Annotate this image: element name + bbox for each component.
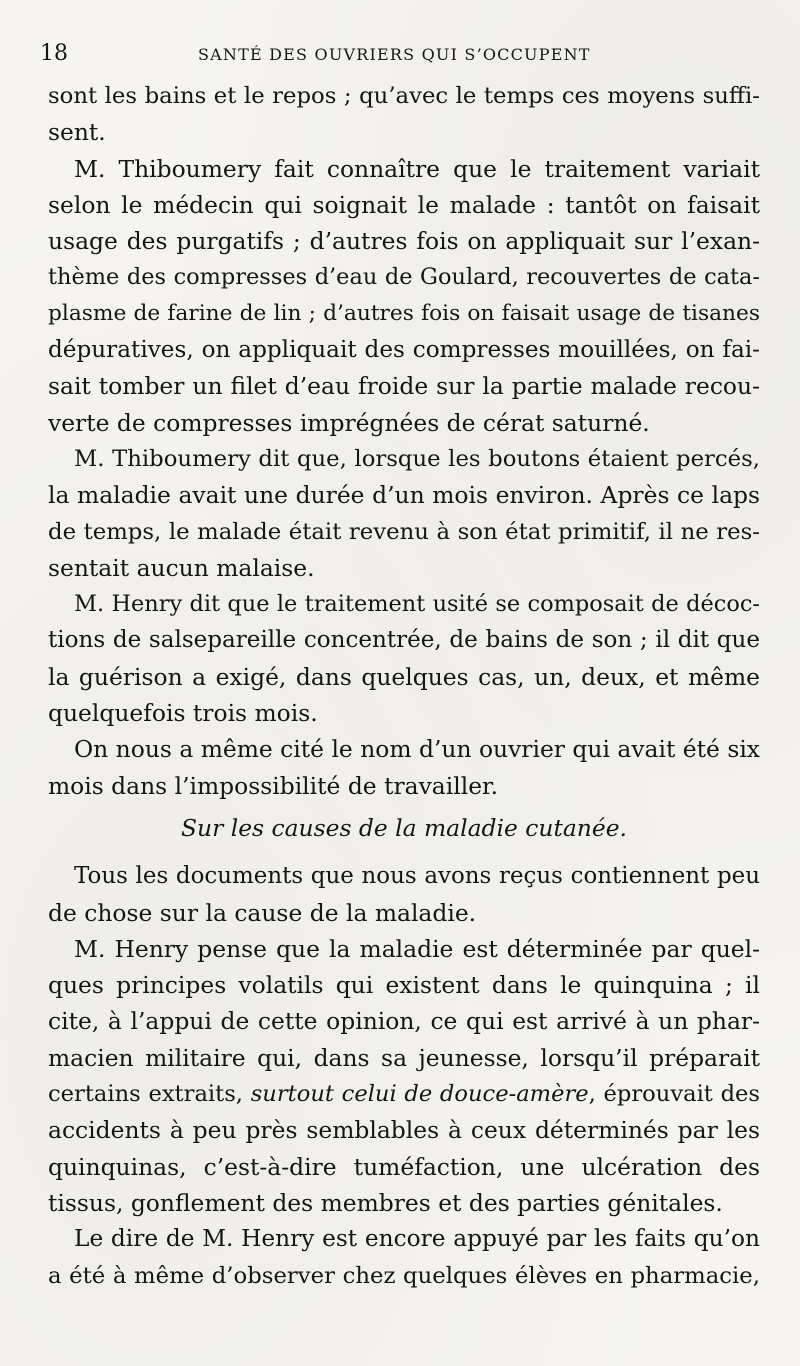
- paragraph-start-line: M. Thiboumery fait connaître que le traitement variait: [74, 154, 760, 183]
- text-line: dépuratives, on appliquait des compresses mouillées, on fai-: [48, 337, 760, 364]
- text-line: la guérison a exigé, dans quelques cas, un, deux, et même: [48, 662, 760, 691]
- paragraph-start-line: Tous les documents que nous avons reçus contiennent peu: [74, 863, 760, 890]
- text-line: de temps, le malade était revenu à son état primitif, il ne res-: [48, 518, 760, 545]
- text-line: ques principes volatils qui existent dans le quinquina ; il: [48, 971, 760, 1000]
- text-line: plasme de farine de lin ; d’autres fois on faisait usage de tisanes: [48, 300, 760, 326]
- paragraph-start-line: M. Henry dit que le traitement usité se composait de décoc-: [74, 591, 760, 618]
- body-text: [48, 78, 760, 1294]
- text-line: de chose sur la cause de la maladie.: [48, 898, 477, 927]
- italic-text-segment: surtout celui de douce-amère: [250, 1081, 589, 1108]
- section-subheading: Sur les causes de la maladie cutanée.: [181, 813, 627, 842]
- text-line: quinquinas, c’est-à-dire tuméfaction, une ulcération des: [48, 1152, 760, 1181]
- text-line: sentait aucun malaise.: [48, 553, 315, 582]
- page-header: [40, 38, 760, 70]
- text-line: tions de salsepareille concentrée, de bains de son ; il dit que: [48, 627, 760, 654]
- text-line: cite, à l’appui de cette opinion, ce qui est arrivé à un phar-: [48, 1007, 760, 1036]
- text-line: sont les bains et le repos ; qu’avec le temps ces moyens suffi-: [48, 83, 760, 109]
- text-line: tissus, gonflement des membres et des parties génitales.: [48, 1188, 723, 1217]
- paragraph-start-line: On nous a même cité le nom d’un ouvrier qui avait été six: [74, 735, 760, 764]
- text-line: quelquefois trois mois.: [48, 699, 318, 728]
- text-segment: certains extraits,: [48, 1081, 251, 1108]
- text-line: a été à même d’observer chez quelques élèves en pharmacie,: [48, 1262, 760, 1289]
- text-line: verte de compresses imprégnées de cérat saturné.: [48, 408, 650, 437]
- text-line: sent.: [48, 118, 106, 147]
- text-line: [48, 1076, 760, 1112]
- text-line: selon le médecin qui soignait le malade : tantôt on faisait: [48, 190, 760, 219]
- paragraph-start-line: Le dire de M. Henry est encore appuyé par les faits qu’on: [74, 1225, 760, 1253]
- text-segment: , éprouvait des: [588, 1081, 760, 1108]
- text-line: thème des compresses d’eau de Goulard, recouvertes de cata-: [48, 264, 760, 291]
- paragraph-start-line: M. Henry pense que la maladie est déterminée par quel-: [74, 934, 760, 963]
- paragraph-start-line: M. Thiboumery dit que, lorsque les boutons étaient percés,: [74, 445, 760, 472]
- text-line: accidents à peu près semblables à ceux déterminés par les: [48, 1116, 760, 1145]
- text-line: la maladie avait une durée d’un mois environ. Après ce laps: [48, 481, 760, 510]
- running-head: SANTÉ DES OUVRIERS QUI S’OCCUPENT: [198, 45, 591, 64]
- text-line: mois dans l’impossibilité de travailler.: [48, 771, 499, 800]
- text-line: usage des purgatifs ; d’autres fois on appliquait sur l’exan-: [48, 227, 760, 256]
- text-line: sait tomber un filet d’eau froide sur la partie malade recou-: [48, 372, 760, 401]
- page-number: 18: [40, 41, 68, 66]
- text-line: macien militaire qui, dans sa jeunesse, lorsqu’il préparait: [48, 1043, 760, 1072]
